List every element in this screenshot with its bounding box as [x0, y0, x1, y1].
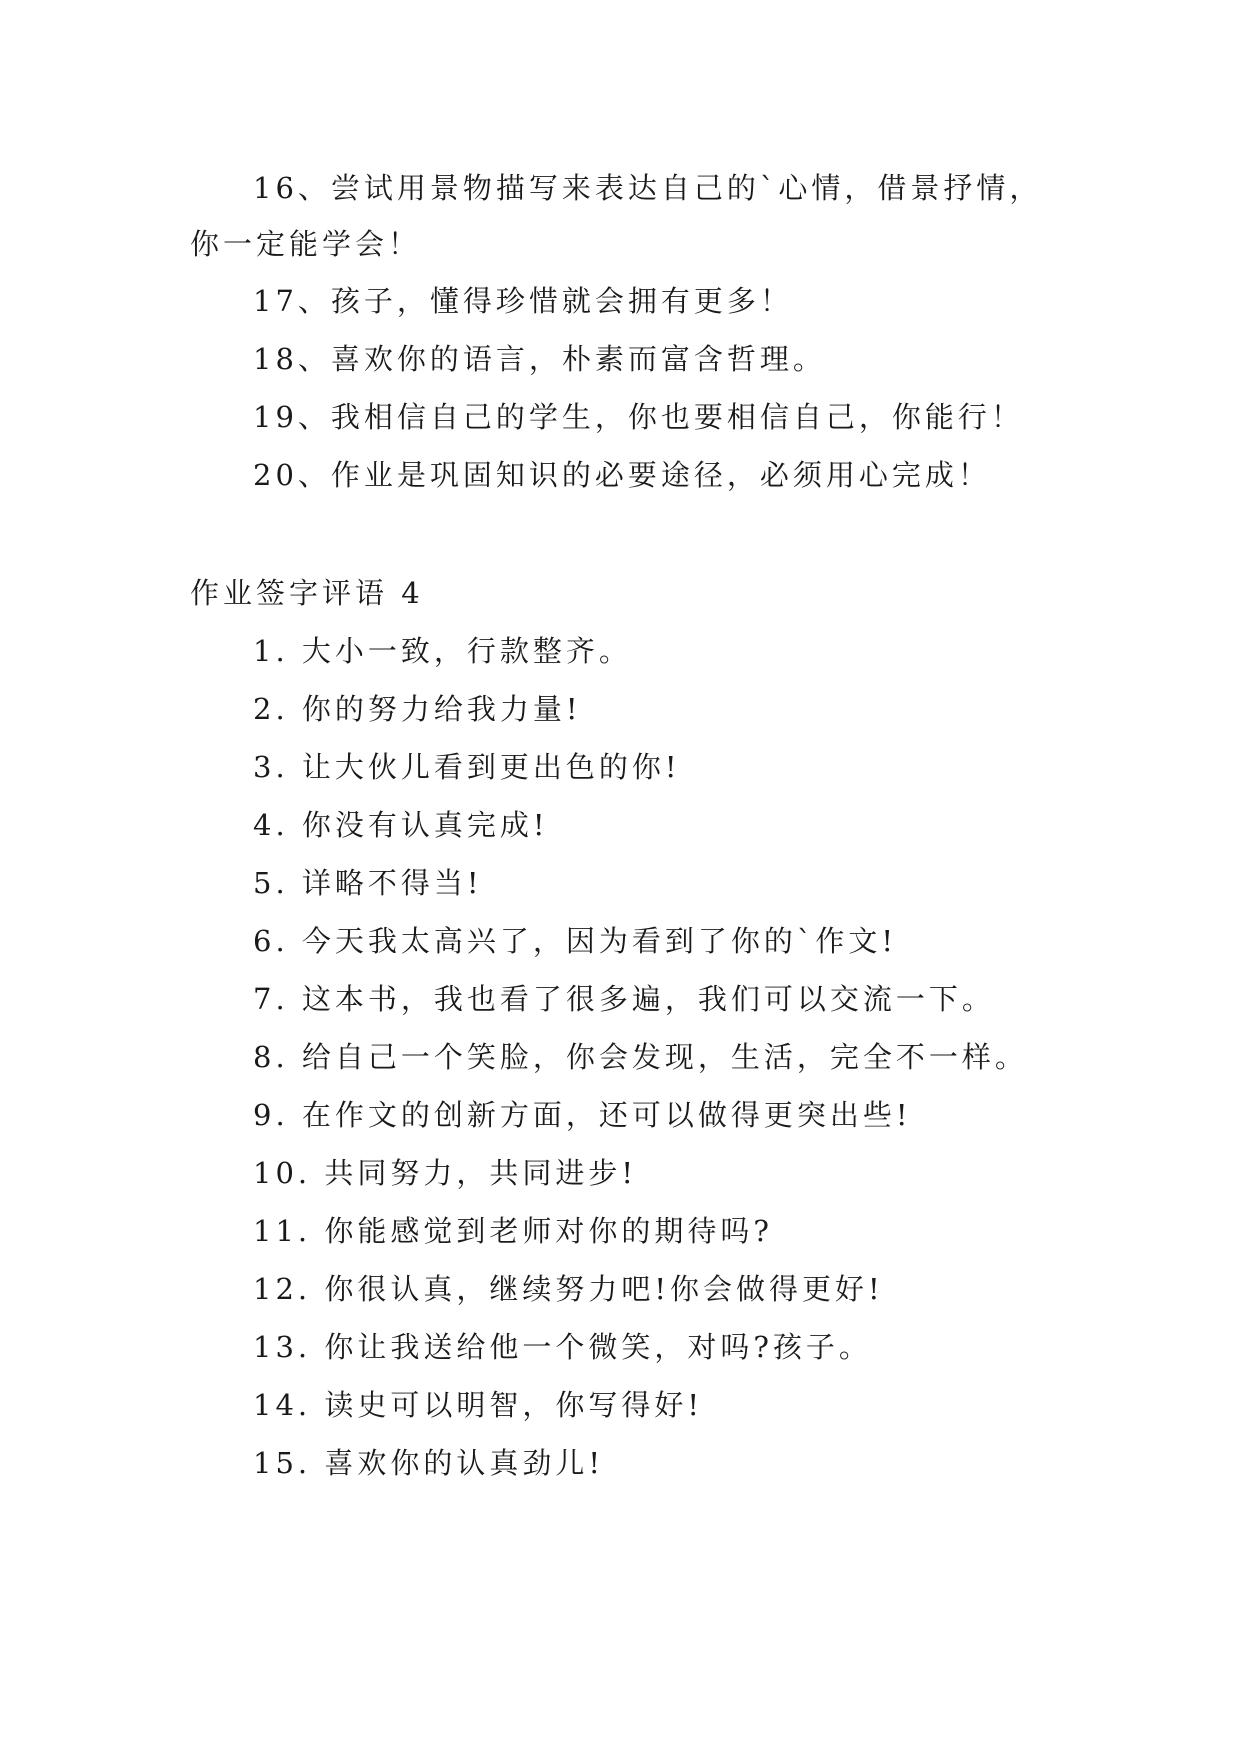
list-item-10: 10. 共同努力，共同进步!: [253, 1156, 637, 1190]
comment-17: 17、孩子，懂得珍惜就会拥有更多！: [253, 284, 793, 318]
list-item-3: 3. 让大伙儿看到更出色的你!: [253, 750, 681, 784]
list-item-9: 9. 在作文的创新方面，还可以做得更突出些!: [253, 1098, 912, 1132]
list-item-6: 6. 今天我太高兴了，因为看到了你的`作文!: [253, 924, 898, 958]
comment-16-line-1: 16、尝试用景物描写来表达自己的`心情，借景抒情，: [253, 171, 1043, 205]
list-item-8: 8. 给自己一个笑脸，你会发现，生活，完全不一样。: [253, 1040, 1028, 1074]
list-item-1: 1. 大小一致，行款整齐。: [253, 634, 632, 668]
list-item-13: 13. 你让我送给他一个微笑，对吗?孩子。: [253, 1330, 872, 1364]
comment-18: 18、喜欢你的语言，朴素而富含哲理。: [253, 342, 826, 376]
list-item-5: 5. 详略不得当!: [253, 866, 483, 900]
list-item-14: 14. 读史可以明智，你写得好!: [253, 1388, 703, 1422]
comment-20: 20、作业是巩固知识的必要途径，必须用心完成！: [253, 458, 991, 492]
list-item-4: 4. 你没有认真完成!: [253, 808, 549, 842]
list-item-7: 7. 这本书，我也看了很多遍，我们可以交流一下。: [253, 982, 995, 1016]
list-item-15: 15. 喜欢你的认真劲儿!: [253, 1446, 604, 1480]
comment-19: 19、我相信自己的学生，你也要相信自己，你能行！: [253, 400, 1024, 434]
section-heading: 作业签字评语 4: [190, 576, 424, 610]
list-item-2: 2. 你的努力给我力量!: [253, 692, 582, 726]
list-item-11: 11. 你能感觉到老师对你的期待吗?: [253, 1214, 773, 1248]
list-item-12: 12. 你很认真，继续努力吧!你会做得更好!: [253, 1272, 884, 1306]
comment-16-line-2: 你一定能学会！: [190, 227, 422, 261]
